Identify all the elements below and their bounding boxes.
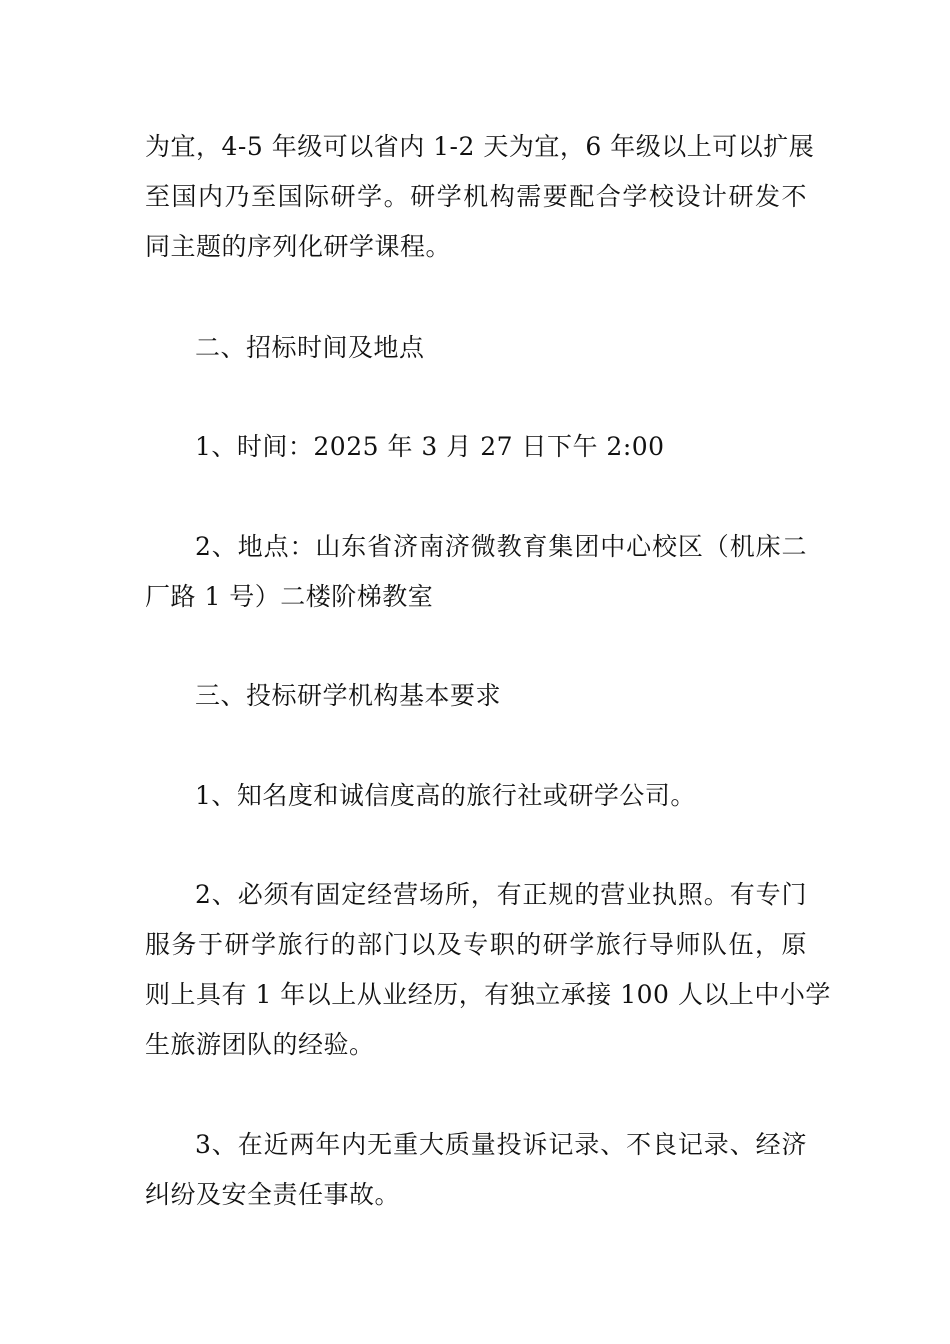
text-line: 同主题的序列化研学课程。 (145, 232, 452, 261)
text-line: 为宜，4-5 年级可以省内 1-2 天为宜，6 年级以上可以扩展 (145, 132, 815, 161)
text-line: 则上具有 1 年以上从业经历，有独立承接 100 人以上中小学 (145, 980, 831, 1009)
paragraph-requirement-3 (145, 1120, 807, 1220)
paragraph-bid-place (145, 522, 807, 622)
text-line: 至国内乃至国际研学。研学机构需要配合学校设计研发不 (145, 182, 807, 211)
paragraph-bid-time (145, 422, 807, 472)
text-line: 纠纷及安全责任事故。 (145, 1180, 401, 1209)
paragraph-study-trip-scope (145, 122, 815, 272)
text-line: 二、招标时间及地点 (195, 333, 425, 362)
text-line: 服务于研学旅行的部门以及专职的研学旅行导师队伍，原 (145, 930, 807, 959)
paragraph-requirement-2 (145, 870, 831, 1070)
text-line: 2、必须有固定经营场所，有正规的营业执照。有专门 (195, 880, 807, 909)
section-heading-bidder-requirements (145, 671, 807, 721)
paragraph-requirement-1 (145, 771, 807, 821)
text-line: 2、地点：山东省济南济微教育集团中心校区（机床二 (195, 532, 807, 561)
text-line: 1、知名度和诚信度高的旅行社或研学公司。 (195, 781, 696, 810)
text-line: 3、在近两年内无重大质量投诉记录、不良记录、经济 (195, 1130, 807, 1159)
text-line: 厂路 1 号）二楼阶梯教室 (145, 582, 434, 611)
text-line: 三、投标研学机构基本要求 (195, 681, 502, 710)
text-line: 1、时间：2025 年 3 月 27 日下午 2:00 (195, 432, 665, 461)
text-line: 生旅游团队的经验。 (145, 1030, 375, 1059)
section-heading-bid-time-place (145, 323, 807, 373)
